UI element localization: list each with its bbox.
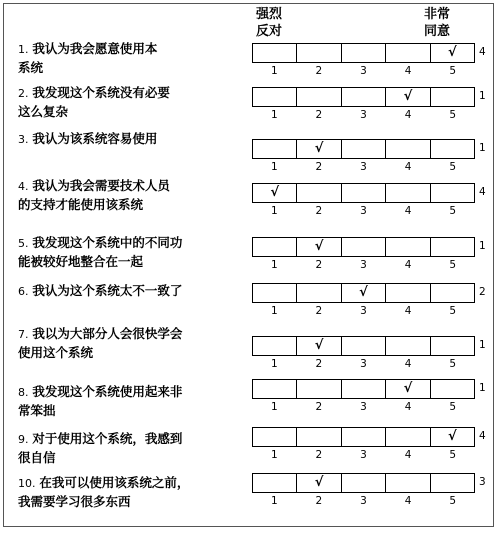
rating-option-1[interactable]: [253, 337, 296, 355]
question-line1: [18, 383, 233, 402]
question-text-line1: 我以为大部分人会很快学会: [32, 326, 183, 341]
header-left-line2: 反对: [256, 24, 283, 39]
header-right-line1: 非常: [424, 7, 451, 22]
scale-label: 1: [270, 358, 278, 370]
question-line1: [18, 325, 233, 344]
scale-label: 4: [404, 305, 412, 317]
rating-scale: [252, 336, 475, 356]
rating-option-4[interactable]: [385, 238, 429, 256]
question-number: 3.: [18, 133, 29, 146]
scale-label: 4: [404, 161, 412, 173]
rating-option-1[interactable]: [253, 88, 296, 106]
rating-option-3[interactable]: [341, 88, 385, 106]
score-value: 1: [479, 382, 486, 394]
rating-option-4[interactable]: [385, 284, 429, 302]
score-value: 2: [479, 286, 486, 298]
scale-label: 3: [360, 109, 367, 121]
rating-option-3[interactable]: [341, 337, 385, 355]
question-text-line1: 对于使用这个系统，我感到: [32, 431, 183, 446]
question-text-line1: 我发现这个系统中的不同功: [32, 235, 183, 250]
rating-scale: [252, 427, 475, 447]
scale-label: 4: [404, 401, 412, 413]
scale-labels: [252, 65, 475, 77]
rating-option-4[interactable]: [385, 337, 429, 355]
scale-label: 2: [315, 65, 323, 77]
question-text-line1: 我发现这个系统使用起来非: [32, 384, 183, 399]
question-text-line2: 系统: [18, 60, 44, 75]
scale-labels: [252, 358, 475, 370]
scale-label: 1: [270, 495, 278, 507]
rating-option-5[interactable]: [430, 238, 474, 256]
question-number: 5.: [18, 237, 29, 250]
scale-label: 2: [315, 305, 323, 317]
scale-label: 4: [404, 358, 412, 370]
scale-label: 2: [315, 161, 323, 173]
question-text-line2: 使用这个系统: [18, 345, 94, 360]
rating-option-4[interactable]: [385, 44, 429, 62]
rating-option-5[interactable]: [430, 88, 474, 106]
scale-label: 5: [449, 449, 457, 461]
rating-option-4[interactable]: [385, 474, 429, 492]
check-mark-icon: √: [314, 141, 324, 156]
scale-label: 4: [404, 259, 412, 271]
header-left-line1: 强烈: [256, 7, 283, 22]
rating-option-1[interactable]: [253, 284, 296, 302]
rating-option-2[interactable]: [296, 140, 340, 158]
scale-label: 1: [270, 109, 278, 121]
question-number: 10.: [18, 477, 36, 490]
rating-scale: [252, 183, 475, 203]
rating-option-4[interactable]: [385, 140, 429, 158]
rating-option-2[interactable]: [296, 184, 340, 202]
rating-option-3[interactable]: [341, 428, 385, 446]
question-text: [18, 474, 233, 511]
question-text-line2: 我需要学习很多东西: [18, 494, 131, 509]
rating-option-3[interactable]: [341, 474, 385, 492]
rating-option-1[interactable]: [253, 140, 296, 158]
rating-option-2[interactable]: [296, 284, 340, 302]
rating-option-4[interactable]: [385, 428, 429, 446]
scale-label: 4: [404, 109, 412, 121]
score-value: 3: [479, 476, 486, 488]
score-value: 4: [479, 430, 486, 442]
scale-label: 3: [360, 205, 367, 217]
scale-label: 1: [270, 259, 278, 271]
scale-labels: [252, 401, 475, 413]
score-value: 1: [479, 90, 486, 102]
scale-label: 5: [449, 205, 457, 217]
scale-labels: [252, 161, 475, 173]
rating-option-3[interactable]: [341, 380, 385, 398]
question-number: 1.: [18, 43, 29, 56]
scale-label: 2: [315, 449, 323, 461]
scale-labels: [252, 205, 475, 217]
question-text-line1: 我发现这个系统没有必要: [32, 85, 170, 100]
question-text-line1: 我认为该系统容易使用: [32, 131, 158, 146]
scale-labels: [252, 305, 475, 317]
score-value: 4: [479, 186, 486, 198]
rating-option-5[interactable]: [430, 44, 474, 62]
question-line1: [18, 234, 233, 253]
question-text: [18, 383, 233, 420]
rating-option-5[interactable]: [430, 284, 474, 302]
question-line1: [18, 282, 233, 301]
rating-option-1[interactable]: [253, 474, 296, 492]
question-text-line2: 很自信: [18, 450, 56, 465]
question-text-line1: 我认为这个系统太不一致了: [32, 283, 183, 298]
scale-label: 3: [360, 161, 367, 173]
question-number: 8.: [18, 386, 29, 399]
question-text-line2: 的支持才能使用该系统: [18, 197, 144, 212]
question-text: [18, 325, 233, 362]
question-text: [18, 84, 233, 121]
question-text: [18, 40, 233, 77]
check-mark-icon: √: [447, 429, 457, 444]
rating-option-1[interactable]: [253, 184, 296, 202]
header-strongly-disagree: [256, 6, 282, 40]
scale-label: 5: [449, 65, 457, 77]
rating-option-5[interactable]: [430, 428, 474, 446]
scale-label: 4: [404, 65, 412, 77]
rating-option-3[interactable]: [341, 140, 385, 158]
scale-labels: [252, 495, 475, 507]
question-number: 7.: [18, 328, 29, 341]
scale-label: 2: [315, 259, 323, 271]
score-value: 1: [479, 339, 486, 351]
rating-option-1[interactable]: [253, 44, 296, 62]
scale-label: 3: [360, 495, 367, 507]
scale-label: 1: [270, 161, 278, 173]
rating-option-1[interactable]: [253, 380, 296, 398]
header-right-line2: 同意: [424, 24, 451, 39]
check-mark-icon: √: [403, 89, 413, 104]
question-text: [18, 430, 233, 467]
check-mark-icon: √: [314, 338, 324, 353]
question-text-line2: 这么复杂: [18, 104, 69, 119]
question-text: [18, 130, 233, 149]
score-value: 1: [479, 240, 486, 252]
rating-scale: [252, 379, 475, 399]
rating-scale: [252, 43, 475, 63]
check-mark-icon: √: [403, 381, 413, 396]
question-text-line1: 在我可以使用该系统之前，: [39, 475, 190, 490]
check-mark-icon: √: [314, 239, 324, 254]
scale-label: 3: [360, 449, 367, 461]
rating-option-3[interactable]: [341, 44, 385, 62]
scale-label: 1: [270, 449, 278, 461]
scale-label: 4: [404, 495, 412, 507]
scale-label: 3: [360, 259, 367, 271]
question-text-line1: 我认为我会愿意使用本: [32, 41, 158, 56]
scale-label: 1: [270, 401, 278, 413]
question-line1: [18, 474, 233, 493]
scale-labels: [252, 109, 475, 121]
question-text: [18, 234, 233, 271]
question-text: [18, 282, 233, 301]
rating-option-3[interactable]: [341, 284, 385, 302]
rating-option-2[interactable]: [296, 88, 340, 106]
question-text-line1: 我认为我会需要技术人员: [32, 178, 170, 193]
rating-option-5[interactable]: [430, 474, 474, 492]
question-number: 6.: [18, 285, 29, 298]
rating-option-2[interactable]: [296, 337, 340, 355]
rating-option-5[interactable]: [430, 184, 474, 202]
rating-option-2[interactable]: [296, 380, 340, 398]
question-line1: [18, 177, 233, 196]
rating-scale: [252, 139, 475, 159]
scale-label: 4: [404, 205, 412, 217]
scale-label: 3: [360, 65, 367, 77]
rating-option-1[interactable]: [253, 428, 296, 446]
rating-scale: [252, 87, 475, 107]
rating-option-4[interactable]: [385, 88, 429, 106]
question-text: [18, 177, 233, 214]
scale-label: 2: [315, 401, 323, 413]
rating-scale: [252, 283, 475, 303]
question-number: 9.: [18, 433, 29, 446]
scale-label: 5: [449, 358, 457, 370]
rating-option-1[interactable]: [253, 238, 296, 256]
rating-option-2[interactable]: [296, 474, 340, 492]
scale-labels: [252, 449, 475, 461]
scale-label: 1: [270, 305, 278, 317]
rating-option-5[interactable]: [430, 337, 474, 355]
rating-scale: [252, 473, 475, 493]
scale-label: 2: [315, 358, 323, 370]
question-line1: [18, 430, 233, 449]
question-line1: [18, 84, 233, 103]
check-mark-icon: √: [314, 475, 324, 490]
scale-label: 2: [315, 205, 323, 217]
scale-label: 2: [315, 109, 323, 121]
check-mark-icon: √: [359, 285, 368, 300]
question-number: 4.: [18, 180, 29, 193]
rating-option-3[interactable]: [341, 238, 385, 256]
rating-scale: [252, 237, 475, 257]
scale-label: 5: [449, 259, 457, 271]
scale-label: 4: [404, 449, 412, 461]
scale-label: 3: [360, 358, 367, 370]
score-value: 4: [479, 46, 486, 58]
rating-option-2[interactable]: [296, 238, 340, 256]
question-number: 2.: [18, 87, 29, 100]
question-line1: [18, 130, 233, 149]
rating-option-4[interactable]: [385, 184, 429, 202]
header-strongly-agree: [424, 6, 450, 40]
scale-labels: [252, 259, 475, 271]
question-text-line2: 能被较好地整合在一起: [18, 254, 144, 269]
scale-label: 1: [270, 65, 278, 77]
rating-option-5[interactable]: [430, 140, 474, 158]
scale-label: 5: [449, 161, 457, 173]
scale-label: 3: [360, 305, 367, 317]
scale-label: 5: [449, 305, 457, 317]
scale-label: 2: [315, 495, 323, 507]
scale-label: 5: [449, 495, 457, 507]
check-mark-icon: √: [270, 185, 280, 200]
scale-label: 3: [360, 401, 367, 413]
score-value: 1: [479, 142, 486, 154]
question-line1: [18, 40, 233, 59]
check-mark-icon: √: [447, 45, 457, 60]
rating-option-2[interactable]: [296, 44, 340, 62]
question-text-line2: 常笨拙: [18, 403, 56, 418]
rating-option-4[interactable]: [385, 380, 429, 398]
rating-option-2[interactable]: [296, 428, 340, 446]
scale-label: 5: [449, 109, 457, 121]
scale-label: 1: [270, 205, 278, 217]
rating-option-5[interactable]: [430, 380, 474, 398]
scale-label: 5: [449, 401, 457, 413]
rating-option-3[interactable]: [341, 184, 385, 202]
